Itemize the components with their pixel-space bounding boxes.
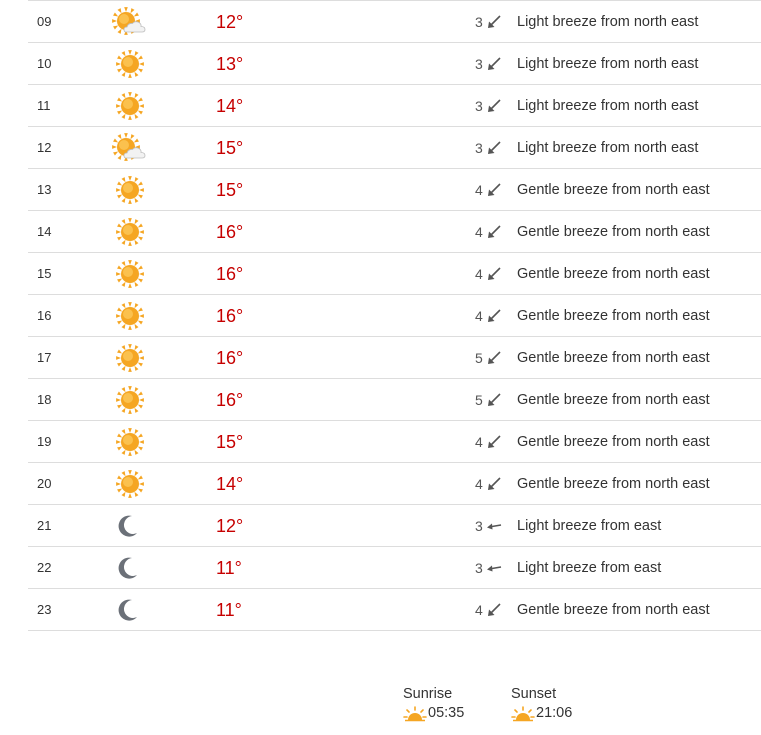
wind-description: Gentle breeze from north east bbox=[517, 224, 710, 240]
sun-icon bbox=[111, 426, 149, 458]
wind-direction-arrow-icon bbox=[486, 14, 502, 30]
temperature: 11° bbox=[216, 558, 242, 578]
forecast-row bbox=[28, 421, 761, 463]
wind-speed: 4 bbox=[475, 266, 483, 282]
temperature: 14° bbox=[216, 96, 244, 116]
hour-label: 17 bbox=[37, 350, 52, 365]
hourly-forecast-table bbox=[28, 0, 761, 631]
temperature: 11° bbox=[216, 600, 242, 620]
forecast-row bbox=[28, 337, 761, 379]
sun-icon bbox=[111, 48, 149, 80]
sun-icon bbox=[111, 174, 149, 206]
sunrise-time: 05:35 bbox=[428, 705, 465, 721]
wind-direction-arrow-icon bbox=[486, 602, 502, 618]
forecast-row bbox=[28, 43, 761, 85]
wind-description: Light breeze from north east bbox=[517, 140, 699, 156]
temperature: 15° bbox=[216, 138, 244, 158]
hour-label: 20 bbox=[37, 476, 52, 491]
wind-direction-arrow-icon bbox=[486, 476, 502, 492]
forecast-row bbox=[28, 253, 761, 295]
sun-icon bbox=[111, 216, 149, 248]
wind-speed: 3 bbox=[475, 98, 483, 114]
wind-direction-arrow-icon bbox=[486, 182, 502, 198]
sun-icon bbox=[111, 468, 149, 500]
moon-icon bbox=[111, 552, 149, 584]
hour-label: 13 bbox=[37, 182, 52, 197]
hour-label: 10 bbox=[37, 56, 52, 71]
wind-direction-arrow-icon bbox=[486, 56, 502, 72]
wind-direction-arrow-icon bbox=[486, 224, 502, 240]
wind-description: Gentle breeze from north east bbox=[517, 350, 710, 366]
temperature: 15° bbox=[216, 180, 244, 200]
wind-speed: 4 bbox=[475, 308, 483, 324]
wind-speed: 3 bbox=[475, 560, 483, 576]
wind-speed: 5 bbox=[475, 350, 483, 366]
wind-description: Gentle breeze from north east bbox=[517, 266, 710, 282]
wind-direction-arrow-icon bbox=[486, 350, 502, 366]
forecast-row bbox=[28, 1, 761, 43]
wind-speed: 5 bbox=[475, 392, 483, 408]
sun-icon bbox=[111, 90, 149, 122]
hour-label: 23 bbox=[37, 602, 52, 617]
temperature: 14° bbox=[216, 474, 244, 494]
moon-icon bbox=[111, 594, 149, 626]
wind-description: Light breeze from north east bbox=[517, 98, 699, 114]
sunrise-icon bbox=[403, 706, 427, 722]
wind-description: Gentle breeze from north east bbox=[517, 392, 710, 408]
sunset-block bbox=[511, 686, 573, 726]
wind-description: Gentle breeze from north east bbox=[517, 308, 710, 324]
sunset-icon bbox=[511, 706, 535, 722]
temperature: 15° bbox=[216, 432, 244, 452]
wind-speed: 4 bbox=[475, 602, 483, 618]
forecast-row bbox=[28, 127, 761, 169]
wind-speed: 3 bbox=[475, 56, 483, 72]
wind-speed: 3 bbox=[475, 14, 483, 30]
temperature: 16° bbox=[216, 222, 244, 242]
hour-label: 18 bbox=[37, 392, 52, 407]
wind-speed: 3 bbox=[475, 140, 483, 156]
wind-description: Light breeze from east bbox=[517, 560, 662, 576]
forecast-row bbox=[28, 169, 761, 211]
wind-description: Gentle breeze from north east bbox=[517, 476, 710, 492]
wind-direction-arrow-icon bbox=[486, 518, 502, 534]
forecast-row bbox=[28, 379, 761, 421]
hour-label: 12 bbox=[37, 140, 52, 155]
forecast-row bbox=[28, 211, 761, 253]
temperature: 12° bbox=[216, 12, 244, 32]
sun-icon bbox=[111, 258, 149, 290]
forecast-row bbox=[28, 547, 761, 589]
wind-direction-arrow-icon bbox=[486, 308, 502, 324]
wind-description: Light breeze from north east bbox=[517, 14, 699, 30]
sun-icon bbox=[111, 342, 149, 374]
sun-icon bbox=[111, 300, 149, 332]
wind-direction-arrow-icon bbox=[486, 560, 502, 576]
wind-speed: 3 bbox=[475, 518, 483, 534]
wind-description: Light breeze from north east bbox=[517, 56, 699, 72]
hour-label: 21 bbox=[37, 518, 52, 533]
temperature: 12° bbox=[216, 516, 244, 536]
temperature: 16° bbox=[216, 348, 244, 368]
sunset-label: Sunset bbox=[511, 686, 557, 702]
wind-speed: 4 bbox=[475, 182, 483, 198]
hour-label: 14 bbox=[37, 224, 52, 239]
moon-icon bbox=[111, 510, 149, 542]
wind-direction-arrow-icon bbox=[486, 140, 502, 156]
sunrise-block bbox=[403, 686, 465, 726]
temperature: 13° bbox=[216, 54, 244, 74]
forecast-row bbox=[28, 589, 761, 631]
wind-direction-arrow-icon bbox=[486, 434, 502, 450]
wind-direction-arrow-icon bbox=[486, 98, 502, 114]
temperature: 16° bbox=[216, 306, 244, 326]
hour-label: 19 bbox=[37, 434, 52, 449]
temperature: 16° bbox=[216, 390, 244, 410]
wind-description: Gentle breeze from north east bbox=[517, 434, 710, 450]
forecast-row bbox=[28, 463, 761, 505]
wind-description: Light breeze from east bbox=[517, 518, 662, 534]
sun-icon bbox=[111, 384, 149, 416]
forecast-row bbox=[28, 85, 761, 127]
partly-cloudy-icon bbox=[111, 132, 149, 164]
wind-direction-arrow-icon bbox=[486, 392, 502, 408]
hour-label: 22 bbox=[37, 560, 52, 575]
hour-label: 09 bbox=[37, 14, 52, 29]
sunrise-label: Sunrise bbox=[403, 686, 453, 702]
wind-description: Gentle breeze from north east bbox=[517, 602, 710, 618]
sunset-time: 21:06 bbox=[536, 705, 573, 721]
wind-description: Gentle breeze from north east bbox=[517, 182, 710, 198]
wind-speed: 4 bbox=[475, 476, 483, 492]
hour-label: 15 bbox=[37, 266, 52, 281]
hour-label: 16 bbox=[37, 308, 52, 323]
hour-label: 11 bbox=[37, 98, 51, 113]
forecast-row bbox=[28, 295, 761, 337]
forecast-row bbox=[28, 505, 761, 547]
partly-cloudy-icon bbox=[111, 6, 149, 38]
temperature: 16° bbox=[216, 264, 244, 284]
wind-direction-arrow-icon bbox=[486, 266, 502, 282]
wind-speed: 4 bbox=[475, 434, 483, 450]
wind-speed: 4 bbox=[475, 224, 483, 240]
